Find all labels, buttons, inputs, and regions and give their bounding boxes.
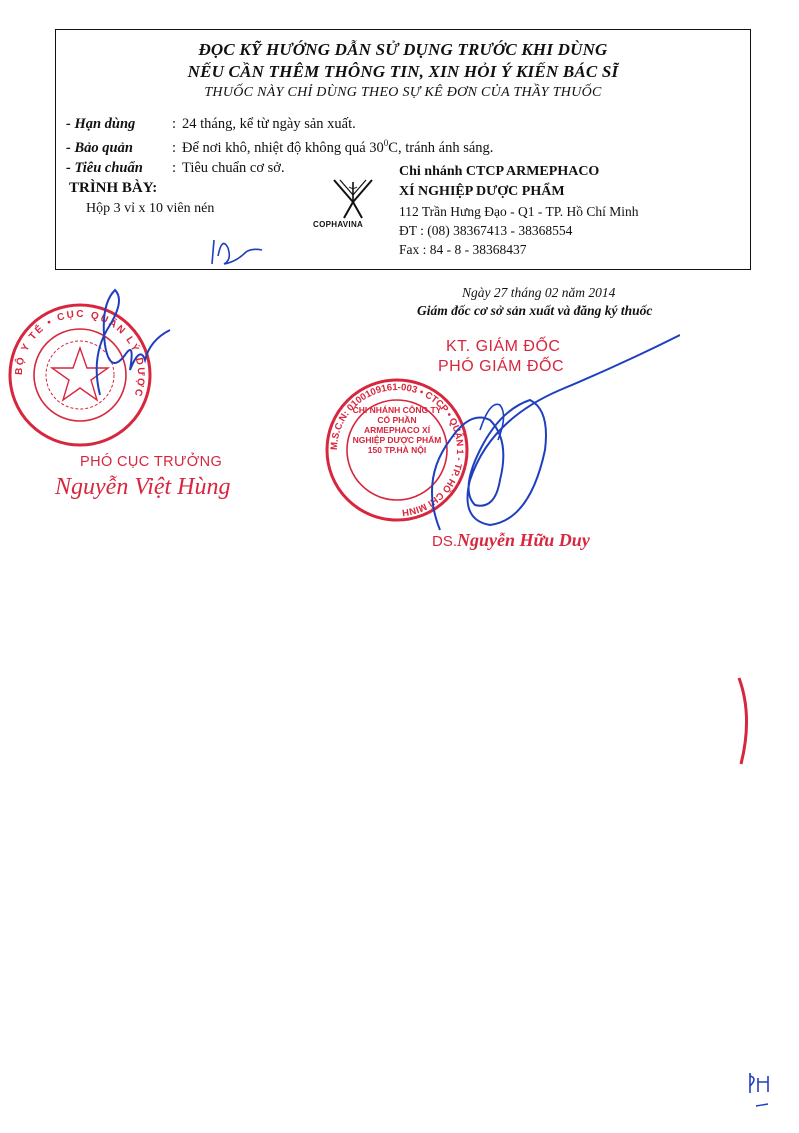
- director-signature-icon: [380, 330, 680, 550]
- presentation-value: Hộp 3 vỉ x 10 viên nén: [86, 201, 215, 216]
- ministry-signature-icon: [70, 285, 180, 405]
- field-value-after: C, tránh ánh sáng.: [388, 139, 494, 156]
- approval-director-title: Giám đốc cơ sở sản xuất và đăng ký thuốc: [417, 303, 653, 318]
- degree-superscript: 0: [383, 138, 389, 148]
- vice-director-title: PHÓ GIÁM ĐỐC: [438, 358, 565, 375]
- field-value: Để nơi khô, nhiệt độ không quá 30: [182, 139, 384, 156]
- header-line-2: NẾU CẦN THÊM THÔNG TIN, XIN HỎI Ý KIẾN BÁC SĨ: [187, 62, 619, 81]
- cophavina-logo-icon: [328, 178, 378, 220]
- ministry-vice-title: PHÓ CỤC TRƯỞNG: [80, 454, 223, 470]
- branch-name: Chi nhánh CTCP ARMEPHACO: [399, 164, 600, 179]
- field-label: - Bảo quản: [66, 139, 133, 156]
- branch-fax: Fax : 84 - 8 - 38368437: [399, 242, 527, 257]
- company-seal-ring-text: M.S.C.N: 0100109161-003 • CTCP • QUẬN 1 - TP. HỒ CHÍ MINH: [328, 381, 466, 518]
- field-storage: [66, 138, 493, 157]
- field-colon: :: [171, 116, 177, 132]
- initial-signature-icon: [206, 230, 276, 270]
- branch-phone: ĐT : (08) 38367413 - 38368554: [399, 223, 573, 238]
- signatory-name: [432, 530, 590, 551]
- logo-text: COPHAVINA: [313, 220, 364, 229]
- field-shelf-life: [66, 116, 356, 133]
- page-initials-icon: [740, 1068, 780, 1113]
- field-colon: :: [171, 139, 177, 156]
- field-label: - Hạn dùng: [66, 116, 136, 132]
- field-value: 24 tháng, kể từ ngày sản xuất.: [182, 116, 356, 132]
- approval-date: Ngày 27 tháng 02 năm 2014: [462, 285, 616, 300]
- branch-unit: XÍ NGHIỆP DƯỢC PHẨM: [399, 184, 565, 199]
- header-line-1: ĐỌC KỸ HƯỚNG DẪN SỬ DỤNG TRƯỚC KHI DÙNG: [198, 40, 608, 59]
- field-colon: :: [171, 160, 177, 176]
- header-line-3: THUỐC NÀY CHỈ DÙNG THEO SỰ KÊ ĐƠN CỦA THẦY THUỐC: [204, 85, 602, 100]
- label-box: [55, 29, 751, 270]
- company-seal-center-text: CHI NHÁNH CÔNG TY CỔ PHẦN ARMEPHACO XÍ NGHIỆP DƯỢC PHẨM 150 TP.HÀ NỘI: [352, 405, 442, 455]
- signatory-name-script: Nguyễn Hữu Duy: [457, 530, 590, 550]
- signatory-prefix: DS.: [432, 533, 458, 550]
- ministry-vice-name: Nguyễn Việt Hùng: [55, 474, 231, 500]
- field-value: Tiêu chuẩn cơ sở.: [182, 160, 285, 176]
- branch-address: 112 Trần Hưng Đạo - Q1 - TP. Hồ Chí Minh: [399, 204, 639, 219]
- ministry-seal-ring-text: BỘ Y TẾ • CỤC QUẢN LÝ DƯỢC: [13, 308, 147, 400]
- presentation-title: TRÌNH BÀY:: [69, 180, 158, 196]
- field-label: - Tiêu chuẩn: [66, 160, 143, 176]
- margin-mark-icon: [735, 676, 755, 766]
- field-standard: [66, 160, 285, 177]
- kt-director-title: KT. GIÁM ĐỐC: [446, 338, 561, 355]
